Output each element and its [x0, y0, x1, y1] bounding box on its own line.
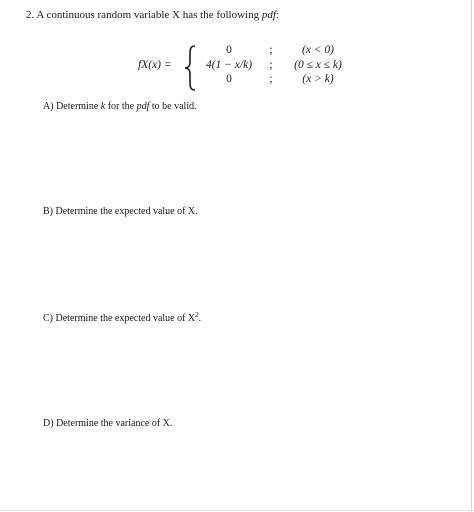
case-2-value: 4(1 − x/k)	[205, 59, 253, 71]
part-a-pdf-term: pdf	[136, 101, 150, 112]
part-c-text: Determine the expected value of X	[55, 313, 196, 324]
part-c	[43, 311, 201, 324]
case-3-value: 0	[226, 73, 232, 85]
part-d-text: Determine the variance of X.	[56, 418, 173, 429]
part-d-label: D)	[43, 418, 54, 429]
case-1-separator: ;	[269, 44, 273, 56]
part-b-label: B)	[43, 206, 53, 217]
case-1-condition: (x < 0)	[301, 44, 335, 56]
part-a-text-2: for the	[107, 101, 135, 112]
case-2-condition: (0 ≤ x ≤ k)	[294, 59, 342, 71]
case-2-separator: ;	[269, 59, 273, 71]
question-statement	[26, 9, 279, 21]
case-3-separator: ;	[269, 73, 273, 85]
part-b-text: Determine the expected value of X.	[55, 206, 198, 217]
part-a-text-1: Determine	[56, 101, 99, 112]
question-number: 2.	[26, 9, 35, 21]
part-a-variable: k	[100, 101, 106, 112]
question-text: A continuous random variable X has the following	[36, 9, 260, 21]
case-1-value: 0	[226, 44, 232, 56]
part-c-label: C)	[43, 313, 53, 324]
part-c-end: .	[198, 313, 202, 324]
part-a-label: A)	[43, 101, 54, 112]
part-a-text-3: to be valid.	[151, 101, 197, 112]
part-c-superscript: 2	[195, 311, 199, 319]
formula-lhs: fX(x) =	[138, 59, 172, 71]
page-edge-bottom	[0, 510, 474, 511]
question-pdf-term: pdf	[261, 9, 276, 21]
part-b	[43, 206, 198, 217]
page-edge-right	[471, 0, 472, 512]
part-a	[43, 101, 197, 112]
part-d	[43, 418, 172, 429]
question-colon: :	[275, 9, 279, 21]
pdf-formula	[138, 42, 358, 92]
case-3-condition: (x > k)	[302, 73, 334, 85]
